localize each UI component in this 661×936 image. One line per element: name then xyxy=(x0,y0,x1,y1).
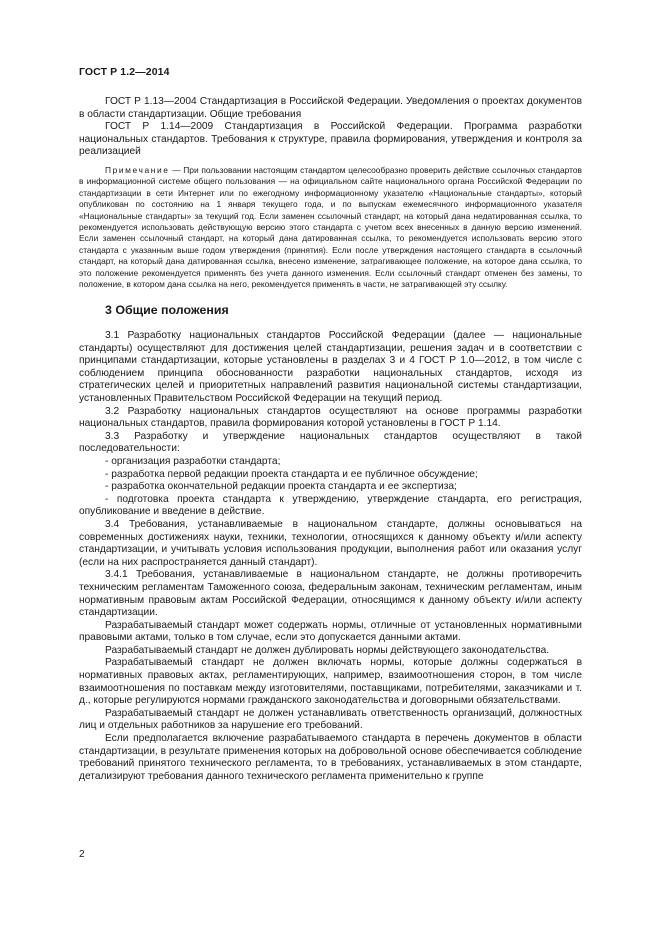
paragraph: Разрабатываемый стандарт не должен устанавливать ответственность организаций, должностных лиц и отдельных работников за нарушение его требований. xyxy=(79,707,582,732)
paragraph: Разрабатываемый стандарт может содержать нормы, отличные от установленных нормативными правовыми актами, только в том случае, если это допускается данными актами. xyxy=(79,619,582,644)
list-item: - организация разработки стандарта; xyxy=(105,455,281,467)
page-content xyxy=(79,96,582,783)
paragraph: Разрабатываемый стандарт не должен включать нормы, которые должны содержаться в нормативных правовых актах, регламентирующих, например, взаимоотношения сторон, в том числе взаимоотношения по поставкам между изготовителями, поставщиками, потребителями, заказчиками и т. д., которые регулируются нормами гражданского законодательства и договорными обязательствами. xyxy=(79,657,582,707)
list-item: - разработка окончательной редакции проекта стандарта и ее экспертиза; xyxy=(105,481,457,493)
list-item: - подготовка проекта стандарта к утверждению, утверждение стандарта, его регистрация, опубликование и введение в действие. xyxy=(79,493,582,518)
paragraph: 3.4 Требования, устанавливаемые в национальном стандарте, должны основываться на современных достижениях науки, техники, технологии, относящихся к данному объекту и/или аспекту стандартизации, и учитывать условия использования продукции, выполнения работ или оказания услуг (если на них распространяется данный стандарт). xyxy=(79,518,582,568)
page-number: 2 xyxy=(79,849,85,860)
reference-item: ГОСТ Р 1.13—2004 Стандартизация в Российской Федерации. Уведомления о проектах документов в области стандартизации. Общие требования xyxy=(79,96,582,120)
paragraph: Если предполагается включение разрабатываемого стандарта в перечень документов в области стандартизации, в результате применения которых на добровольной основе обеспечивается соблюдение требований принятого технического регламента, то в требованиях, устанавливаемых в этом стандарте, детализируют требования данного технического регламента применительно к группе xyxy=(79,733,582,782)
note-label: Примечание xyxy=(105,164,170,175)
document-header: ГОСТ Р 1.2—2014 xyxy=(79,66,170,78)
paragraph: 3.1 Разработку национальных стандартов Российской Федерации (далее — национальные стандарты) осуществляют для достижения целей стандартизации, решения задач и в соответствии с принципами стандартизации, которые установлены в разделах 3 и 4 ГОСТ Р 1.0—2012, в том числе с соблюдением принципа обоснованности разработки национальных стандартов, исходя из стратегических целей и приоритетных направлений развития национальной системы стандартизации, установленных Правительством Российской Федерации на текущий период. xyxy=(79,330,582,404)
note-text: — При пользовании настоящим стандартом целесообразно проверить действие ссылочных стандартов в информационной системе общего пользования — на официальном сайте национального органа Российской Федерации по стандартизации в сети Интернет или по ежегодному информационному указателю «Национальные стандарты», который опубликован по состоянию на 1 января текущего года, и по выпускам ежемесячного информационного указателя «Национальные стандарты» за текущий год. Если заменен ссылочный стандарт, на который дана недатированная ссылка, то рекомендуется использовать действующую версию этого стандарта с учетом всех внесенных в данную версию изменений. Если заменен ссылочный стандарт, на который дана датированная ссылка, то рекомендуется использовать версию этого стандарта с указанным выше годом утверждения (принятия). Если после утверждения настоящего стандарта в ссылочный стандарт, на который дана датированная ссылка, внесено изменение, затрагивающее положение, на которое дана ссылка, то это положение рекомендуется применять без учета данного изменения. Если ссылочный стандарт отменен без замены, то положение, в котором дана ссылка на него, рекомендуется применять в части, не затрагивающей эту ссылку. xyxy=(79,164,582,290)
reference-item: ГОСТ Р 1.14—2009 Стандартизация в Российской Федерации. Программа разработки национальных стандартов. Требования к структуре, правила формирования, утверждения и контроля за реализацией xyxy=(79,121,582,158)
paragraph: 3.3 Разработку и утверждение национальных стандартов осуществляют в такой последовательности: xyxy=(79,430,582,455)
list-item: - разработка первой редакции проекта стандарта и ее публичное обсуждение; xyxy=(105,468,478,480)
paragraph: 3.4.1 Требования, устанавливаемые в национальном стандарте, не должны противоречить техническим регламентам Таможенного союза, федеральным законам, техническим регламентам, иным нормативным правовым актам Российской Федерации, относящимся к данному объекту и/или аспекту стандартизации. xyxy=(79,569,582,619)
paragraph: 3.2 Разработку национальных стандартов осуществляют на основе программы разработки национальных стандартов, правила формирования которой установлены в ГОСТ Р 1.14. xyxy=(79,405,582,430)
note-paragraph xyxy=(79,165,582,290)
paragraph: Разрабатываемый стандарт не должен дублировать нормы действующего законодательства. xyxy=(105,644,550,656)
section-title: 3 Общие положения xyxy=(105,303,229,318)
